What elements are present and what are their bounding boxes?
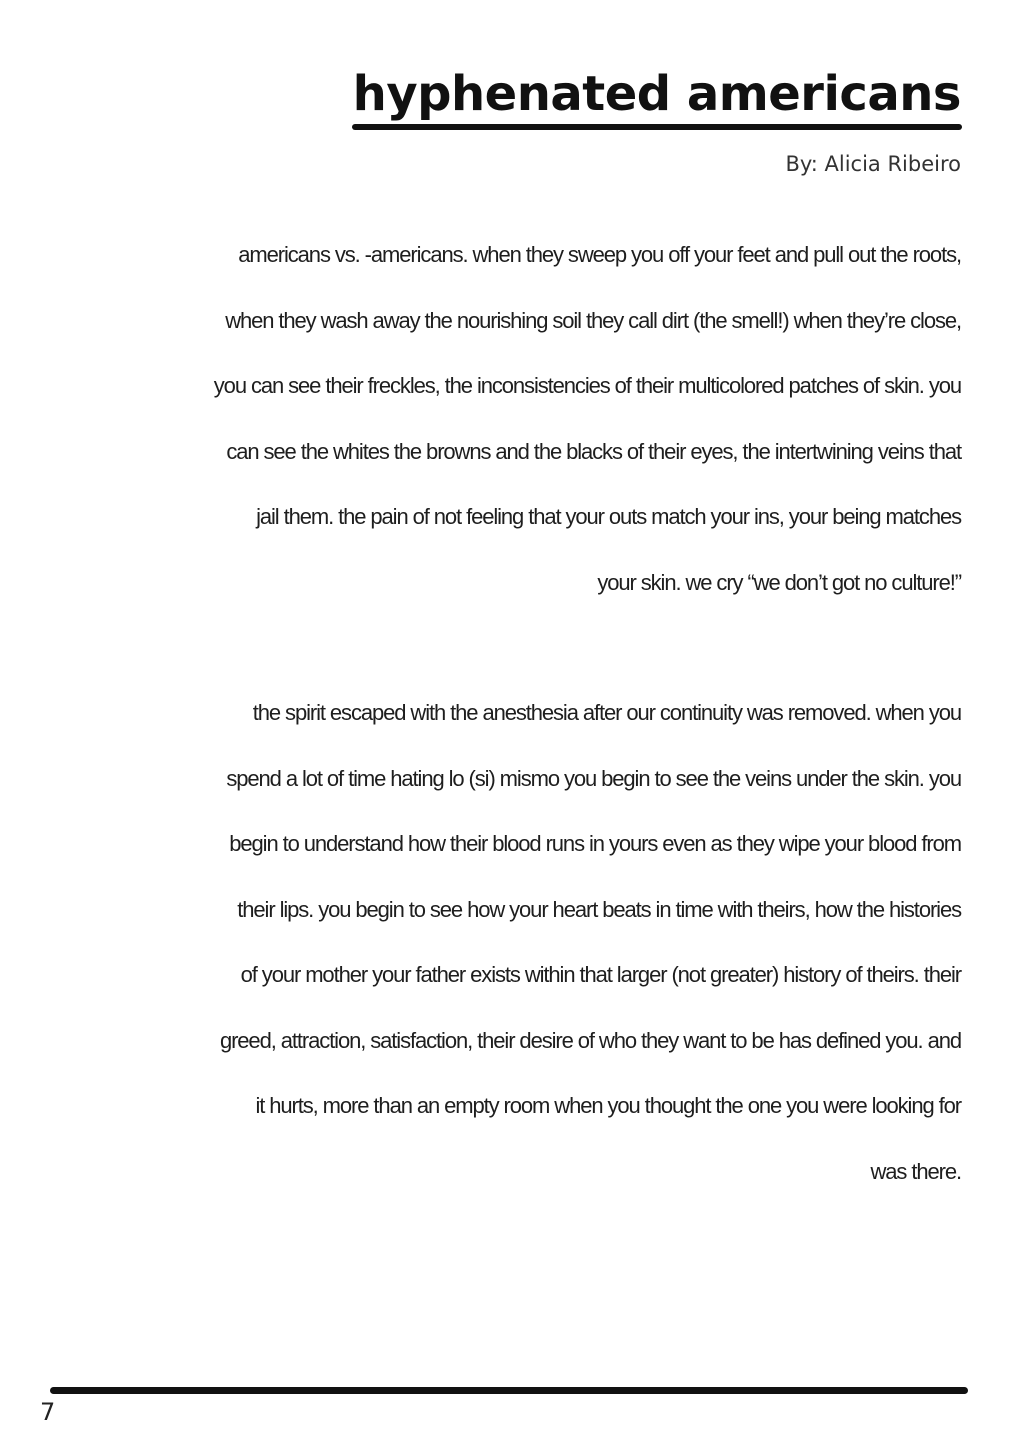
text-line: you can see their freckles, the inconsistencies of their multicolored patches of skin. you bbox=[213, 373, 961, 398]
text-line: greed, attraction, satisfaction, their desire of who they want to be has defined you. and bbox=[219, 1027, 961, 1053]
paragraph-1 bbox=[214, 233, 961, 626]
text-line: your skin. we cry “we don’t got no culture!” bbox=[597, 569, 961, 595]
text-line: jail them. the pain of not feeling that your outs match your ins, your being matches bbox=[256, 504, 961, 529]
page-number: 7 bbox=[40, 1398, 56, 1426]
text-line: the spirit escaped with the anesthesia after our continuity was removed. when you bbox=[252, 700, 961, 725]
paragraph-2 bbox=[220, 691, 961, 1215]
text-line: can see the whites the browns and the blacks of their eyes, the intertwining veins that bbox=[226, 438, 961, 464]
text-line: spend a lot of time hating lo (si) mismo you begin to see the veins under the skin. you bbox=[226, 765, 961, 791]
footer-divider bbox=[50, 1387, 968, 1394]
text-line: it hurts, more than an empty room when you thought the one you were looking for bbox=[255, 1093, 961, 1118]
title-underline bbox=[352, 124, 962, 130]
text-line: of your mother your father exists within that larger (not greater) history of theirs. their bbox=[240, 962, 961, 987]
text-line: was there. bbox=[870, 1158, 961, 1184]
text-line: their lips. you begin to see how your heart beats in time with theirs, how the histories bbox=[237, 896, 961, 922]
article-byline: By: Alicia Ribeiro bbox=[785, 152, 961, 176]
text-line: begin to understand how their blood runs in yours even as they wipe your blood from bbox=[229, 831, 961, 856]
text-line: when they wash away the nourishing soil they call dirt (the smell!) when they’re close, bbox=[225, 307, 961, 333]
text-line: americans vs. -americans. when they sweep you off your feet and pull out the roots, bbox=[238, 242, 961, 267]
article-title: hyphenated americans bbox=[352, 66, 961, 122]
